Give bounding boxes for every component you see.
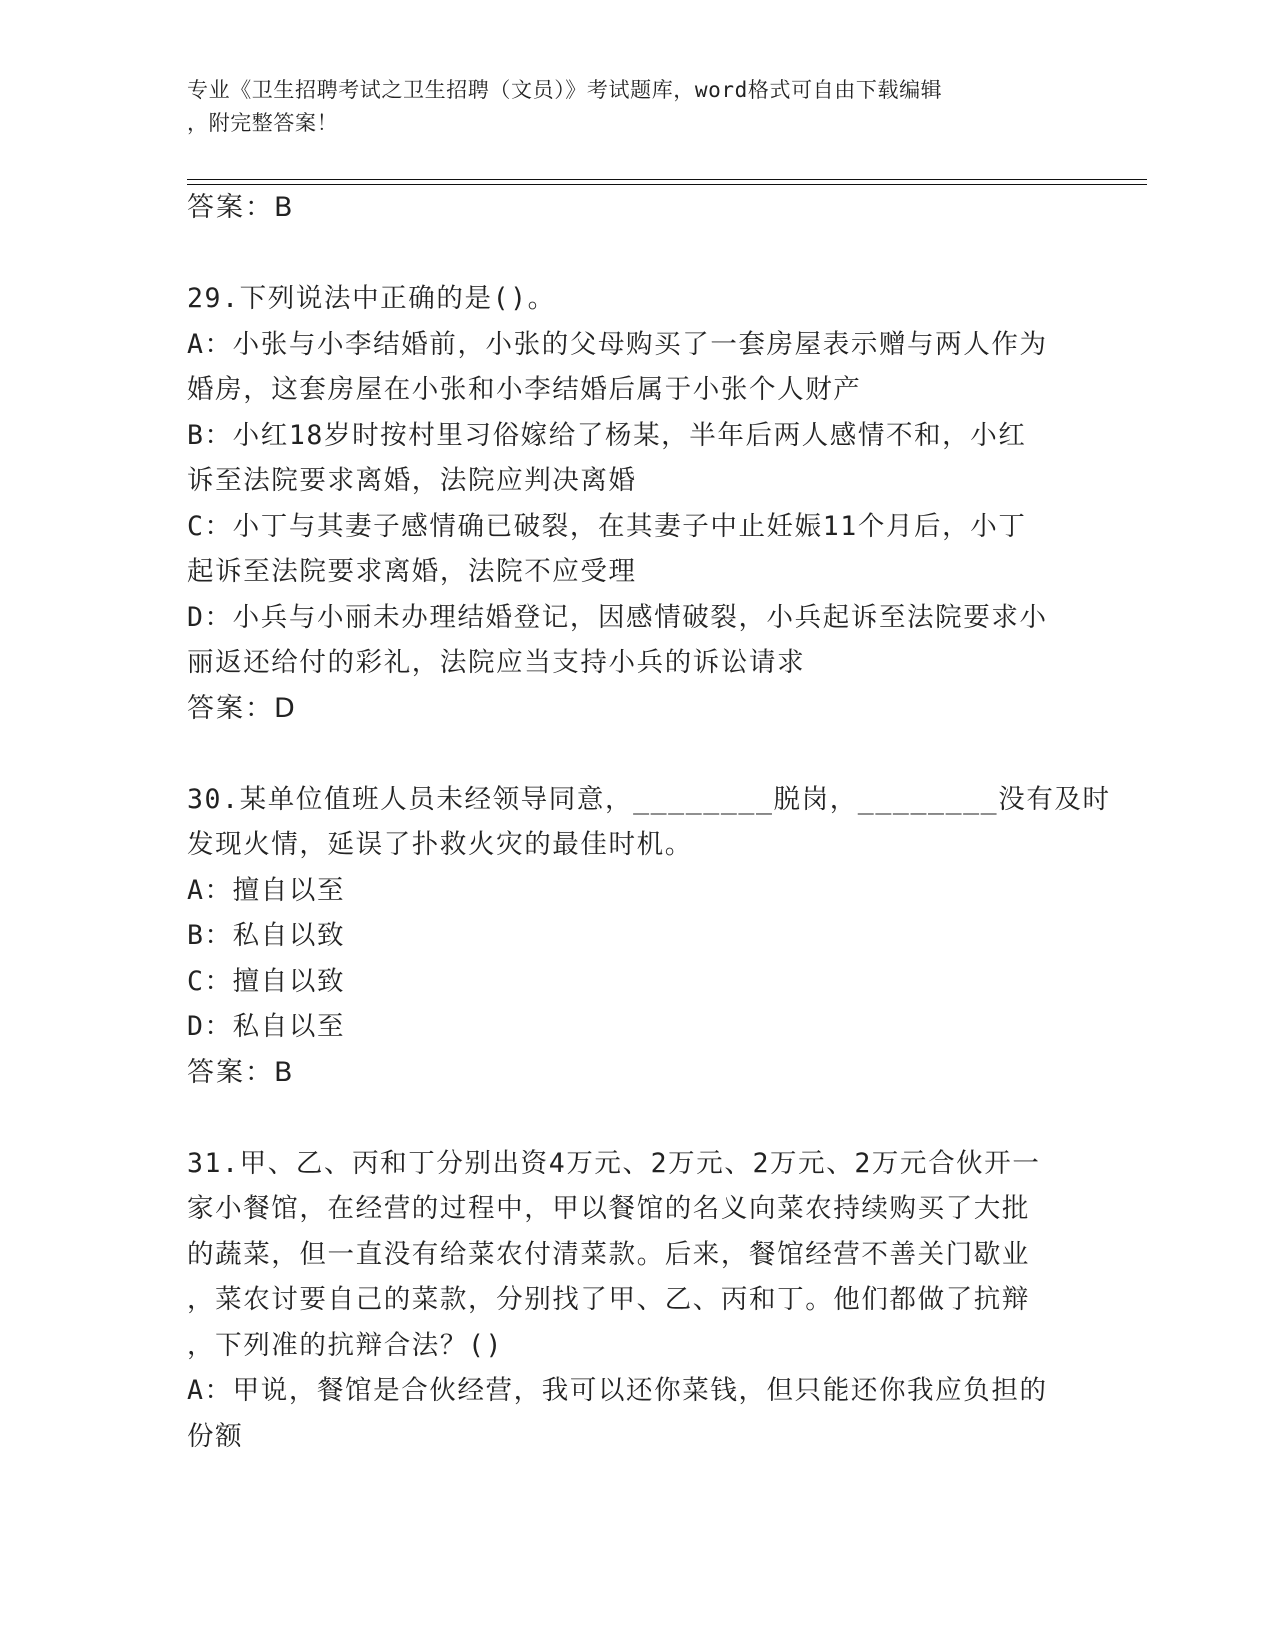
- answer-option: [187, 959, 1087, 1005]
- option-text-line: D：小兵与小丽未办理结婚登记，因感情破裂，小兵起诉至法院要求小: [187, 601, 1048, 633]
- question-stem-line: 29.下列说法中正确的是()。: [187, 283, 556, 314]
- question-list: [187, 231, 1111, 1460]
- question-block: [187, 777, 1111, 1096]
- answer-option: [187, 322, 1087, 413]
- question-block: [187, 276, 1087, 731]
- question-stem-line: 30.某单位值班人员未经领导同意，________脱岗，________没有及时: [187, 783, 1111, 815]
- document-header: [187, 74, 1067, 140]
- option-text-line: B：小红18岁时按村里习俗嫁给了杨某，半年后两人感情不和，小红: [187, 419, 1027, 451]
- question-spacer: [187, 731, 1087, 777]
- answer-option: [187, 913, 1087, 959]
- answer-option: [187, 413, 1087, 504]
- option-text-line: A：擅自以至: [187, 874, 346, 906]
- question-spacer: [187, 231, 1087, 277]
- top-answer: 答案：B: [187, 192, 295, 223]
- header-line-2: ，附完整答案！: [187, 111, 339, 135]
- option-text-line: D：私自以至: [187, 1011, 346, 1042]
- header-line-1: 专业《卫生招聘考试之卫生招聘（文员）》考试题库，word格式可自由下载编辑: [187, 78, 943, 102]
- answer-option: [187, 1368, 1087, 1459]
- answer-option: [187, 504, 1087, 595]
- question-stem-line: 发现火情，延误了扑救火灾的最佳时机。: [187, 829, 693, 860]
- question-content: [187, 185, 1111, 1459]
- answer-key: 答案：D: [187, 692, 297, 724]
- option-text-line: 婚房，这套房屋在小张和小李结婚后属于小张个人财产: [187, 374, 862, 405]
- question-stem-line: 的蔬菜，但一直没有给菜农付清菜款。后来，餐馆经营不善关门歇业: [187, 1238, 1030, 1270]
- question-stem-line: ，菜农讨要自己的菜款，分别找了甲、乙、丙和丁。他们都做了抗辩: [187, 1284, 1030, 1315]
- option-text-line: 起诉至法院要求离婚，法院不应受理: [187, 556, 637, 587]
- option-text-line: A：小张与小李结婚前，小张的父母购买了一套房屋表示赠与两人作为: [187, 328, 1048, 360]
- question-spacer: [187, 1095, 1087, 1141]
- option-text-line: B：私自以致: [187, 920, 346, 951]
- option-text-line: C：擅自以致: [187, 965, 346, 997]
- option-text-line: 丽返还给付的彩礼，法院应当支持小兵的诉讼请求: [187, 647, 806, 678]
- question-block: [187, 1141, 1087, 1460]
- option-text-line: C：小丁与其妻子感情确已破裂，在其妻子中止妊娠11个月后，小丁: [187, 510, 1027, 542]
- answer-option: [187, 868, 1087, 914]
- option-text-line: 诉至法院要求离婚，法院应判决离婚: [187, 465, 637, 496]
- option-text-line: 份额: [187, 1420, 244, 1452]
- option-text-line: A：甲说，餐馆是合伙经营，我可以还你菜钱，但只能还你我应负担的: [187, 1375, 1048, 1406]
- header-divider-top: [187, 179, 1147, 180]
- question-stem-line: 31.甲、乙、丙和丁分别出资4万元、2万元、2万元、2万元合伙开一: [187, 1147, 1041, 1179]
- answer-option: [187, 595, 1087, 686]
- answer-option: [187, 1004, 1087, 1050]
- question-stem-line: 家小餐馆，在经营的过程中，甲以餐馆的名义向菜农持续购买了大批: [187, 1193, 1030, 1224]
- question-stem-line: ，下列准的抗辩合法？(): [187, 1329, 504, 1361]
- answer-key: 答案：B: [187, 1056, 295, 1088]
